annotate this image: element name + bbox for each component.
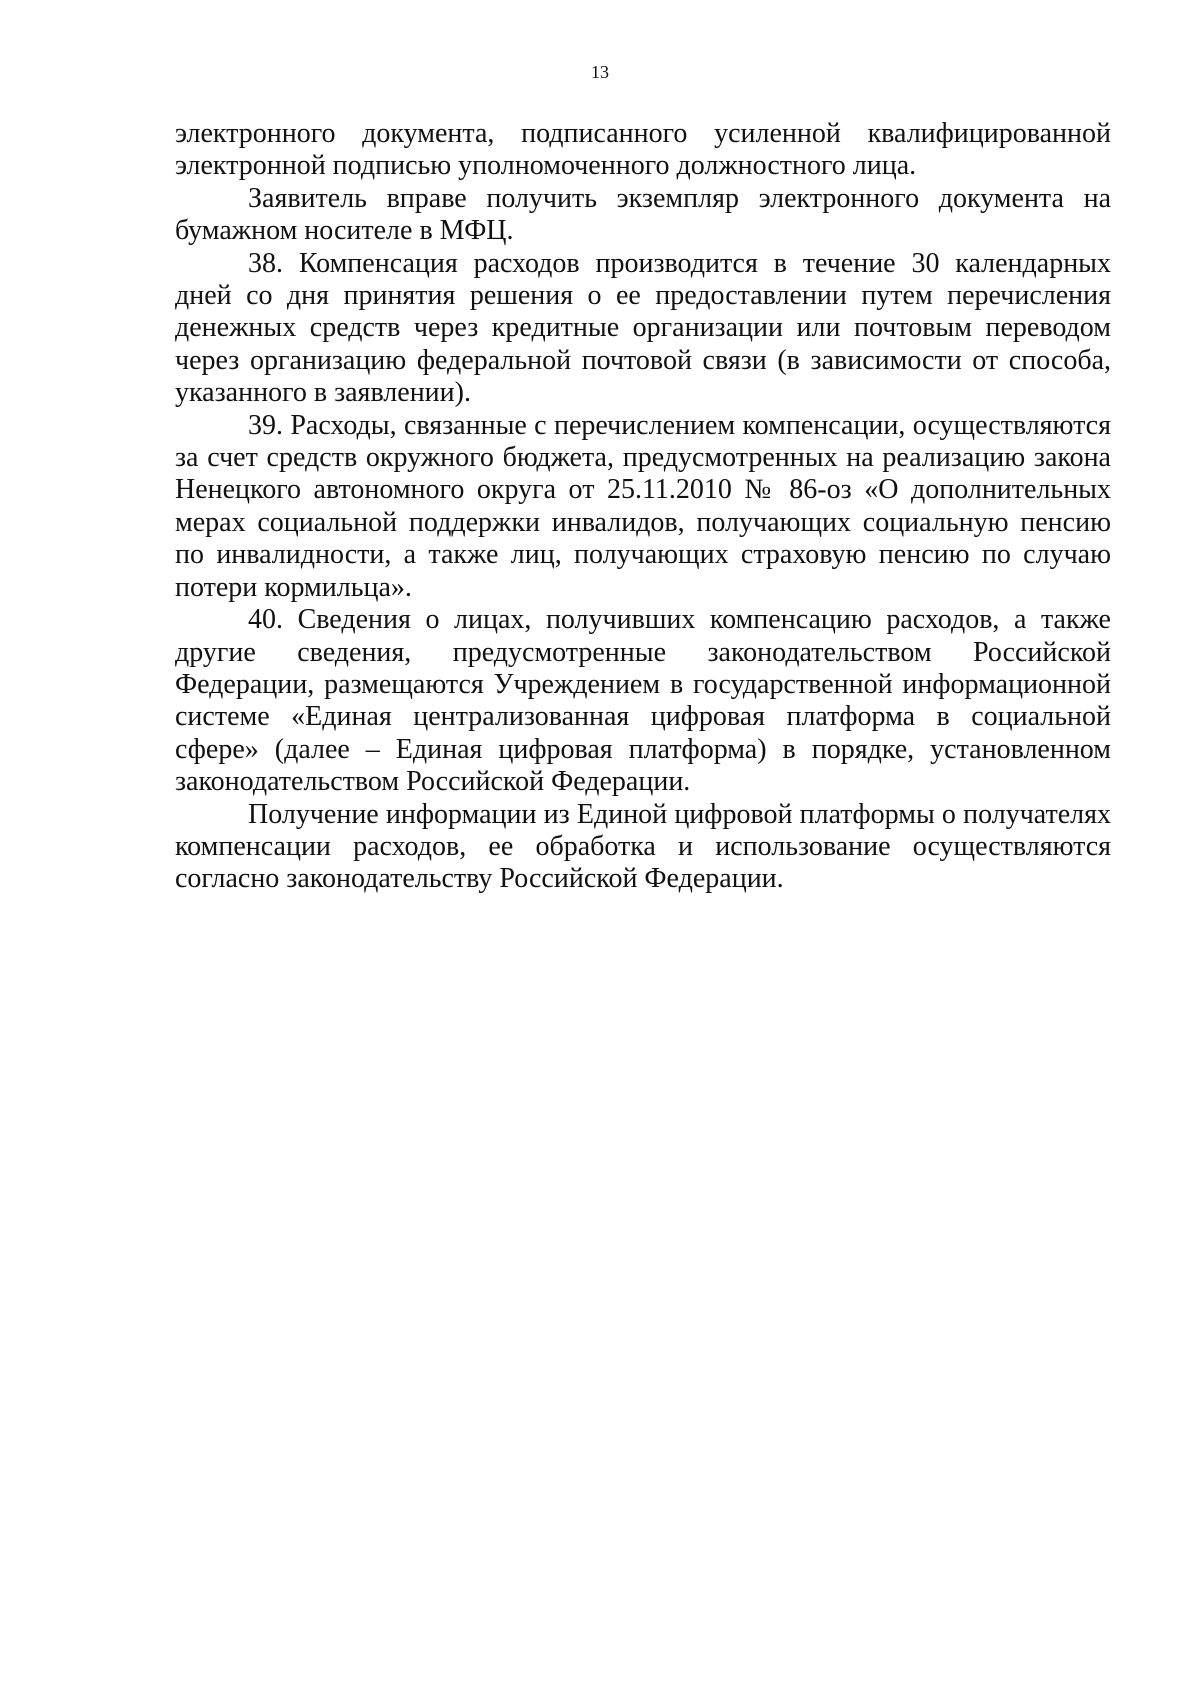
- paragraph-39: 39. Расходы, связанные с перечислением компенсации, осуществляются за счет средств окружного бюджета, предусмотренных на реализацию закона Ненецкого автономного округа от 25.11.2010 № 86-оз «О дополнительных мерах социальной поддержки инвалидов, получающих социальную пенсию по инвалидности, а также лиц, получающих страховую пенсию по случаю потери кормильца».: [175, 409, 1111, 603]
- paragraph-40: 40. Сведения о лицах, получивших компенсацию расходов, а также другие сведения, предусмотренные законодательством Российской Федерации, размещаются Учреждением в государственной информационной системе «Единая централизованная цифровая платформа в социальной сфере» (далее – Единая цифровая платформа) в порядке, установленном законодательством Российской Федерации.: [175, 604, 1111, 798]
- paragraph-38: 38. Компенсация расходов производится в течение 30 календарных дней со дня принятия решения о ее предоставлении путем перечисления денежных средств через кредитные организации или почтовым переводом через организацию федеральной почтовой связи (в зависимости от способа, указанного в заявлении).: [175, 247, 1111, 409]
- page-number: 13: [591, 62, 609, 82]
- document-body: [175, 118, 1111, 896]
- paragraph-information-use: Получение информации из Единой цифровой платформы о получателях компенсации расходов, ее обработка и использование осуществляются согласно законодательству Российской Федерации.: [175, 798, 1111, 895]
- paragraph-continuation: электронного документа, подписанного усиленной квалифицированной электронной подписью уполномоченного должностного лица.: [175, 118, 1111, 182]
- paragraph-applicant-rights: Заявитель вправе получить экземпляр электронного документа на бумажном носителе в МФЦ.: [175, 182, 1111, 247]
